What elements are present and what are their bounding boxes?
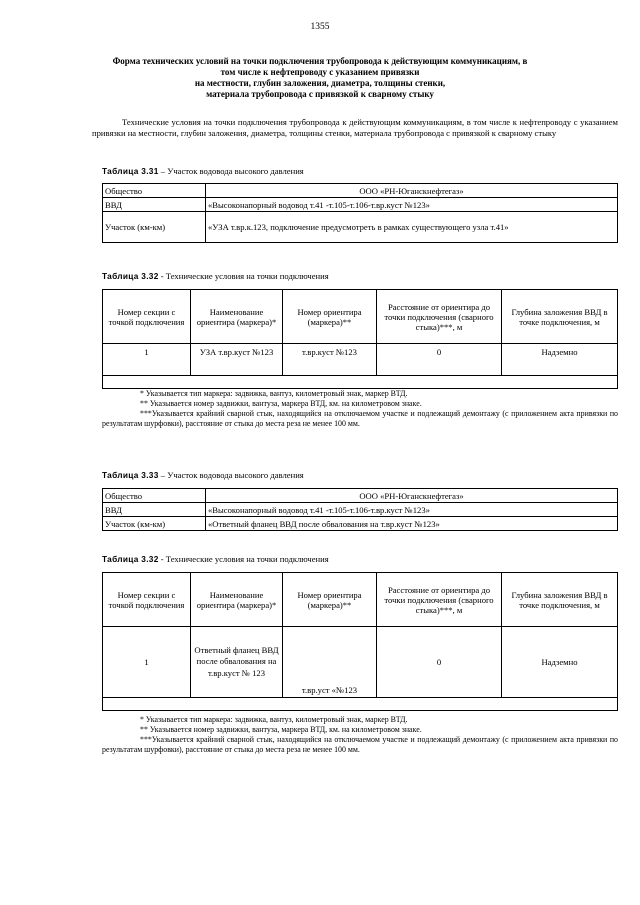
row-label: Участок (км-км) (103, 517, 206, 531)
column-header: Номер секции с точкой подключения (103, 573, 191, 627)
column-header: Наименование ориентира (маркера)* (191, 573, 283, 627)
intro-paragraph: Технические условия на точки подключения трубопровода к действующим коммуникациям, в том числе к нефтепроводу с указанием привязки на местности, глубин заложения, диаметра, толщины стенки, материала трубопровода с привязкой к сварному стыку (92, 117, 618, 138)
table-connection-points (102, 289, 618, 389)
heading-line: на местности, глубин заложения, диаметра, толщины стенки, (194, 78, 446, 88)
note-line: ** Указывается номер задвижки, вантуза, маркера ВТД, км. на километровом знаке. (140, 725, 422, 734)
table-cell: Ответный фланец ВВД после обвалования на т.вр.куст № 123 (191, 627, 283, 698)
row-value: ООО «РН-Юганскнефтегаз» (206, 184, 618, 198)
column-header: Номер ориентира (маркера)** (283, 573, 377, 627)
table-connection-points (102, 572, 618, 711)
column-header: Номер секции с точкой подключения (103, 290, 191, 344)
table-cell: 1 (103, 627, 191, 698)
table-caption (102, 271, 329, 281)
heading-line: материала трубопровода с привязкой к сварному стыку (206, 89, 434, 99)
table-cell: Надземно (502, 627, 618, 698)
heading-line: Форма технических условий на точки подключения трубопровода к действующим коммуникациям, в (112, 56, 528, 66)
table-caption-text: – Участок водовода высокого давления (158, 470, 304, 480)
table-caption-label: Таблица 3.32 (102, 271, 159, 281)
document-heading (90, 56, 550, 100)
table-cell: 1 (103, 344, 191, 376)
table-row (103, 627, 618, 698)
row-label: ВВД (103, 198, 206, 212)
row-value: «Высоконапорный водовод т.41 -т.105-т.106-т.вр.куст №123» (206, 198, 618, 212)
table-section-info (102, 488, 618, 531)
table-cell: УЗА т.вр.куст №123 (191, 344, 283, 376)
table-row (103, 517, 618, 531)
table-row-empty (103, 376, 618, 389)
column-header: Номер ориентира (маркера)** (283, 290, 377, 344)
note-line: ***Указывается крайний сварной стык, находящийся на отключаемом участке и подлежащий демонтажу (с приложением акта привязки по результатам шурфовки), расстояние от стыка до места реза не менее 100 мм. (102, 409, 618, 428)
table-row (103, 184, 618, 198)
table-section-info (102, 183, 618, 243)
note-line: * Указывается тип маркера: задвижка, вантуз, километровый знак, маркер ВТД. (140, 389, 408, 398)
row-label: Общество (103, 489, 206, 503)
column-header: Расстояние от ориентира до точки подключения (сварного стыка)***, м (377, 573, 502, 627)
column-header: Глубина заложения ВВД в точке подключения, м (502, 290, 618, 344)
table-caption (102, 470, 304, 480)
table-caption (102, 554, 329, 564)
heading-line: том числе к нефтепроводу с указанием привязки (220, 67, 420, 77)
table-row-empty (103, 698, 618, 711)
row-label: ВВД (103, 503, 206, 517)
page-number: 1355 (310, 22, 330, 32)
table-caption-label: Таблица 3.31 (102, 166, 159, 176)
table-caption-text: - Технические условия на точки подключения (158, 554, 329, 564)
table-caption (102, 166, 304, 176)
table-header-row (103, 573, 618, 627)
note-line: * Указывается тип маркера: задвижка, вантуз, километровый знак, маркер ВТД. (140, 715, 408, 724)
table-row (103, 489, 618, 503)
row-value: «Высоконапорный водовод т.41 -т.105-т.106-т.вр.куст №123» (206, 503, 618, 517)
column-header: Расстояние от ориентира до точки подключения (сварного стыка)***, м (377, 290, 502, 344)
note-line: ** Указывается номер задвижки, вантуза, маркера ВТД, км. на километровом знаке. (140, 399, 422, 408)
table-caption-label: Таблица 3.32 (102, 554, 159, 564)
table-row (103, 212, 618, 243)
column-header: Глубина заложения ВВД в точке подключения, м (502, 573, 618, 627)
table-cell: т.вр.уст «№123 (283, 627, 377, 698)
row-value: ООО «РН-Юганскнефтегаз» (206, 489, 618, 503)
table-cell: Надземно (502, 344, 618, 376)
row-label: Общество (103, 184, 206, 198)
note-line: ***Указывается крайний сварной стык, находящийся на отключаемом участке и подлежащий демонтажу (с приложением акта привязки по результатам шурфовки), расстояние от стыка до места реза не менее 100 мм. (102, 735, 618, 754)
table-cell: т.вр.куст №123 (283, 344, 377, 376)
table-caption-text: – Участок водовода высокого давления (158, 166, 304, 176)
row-label: Участок (км-км) (103, 212, 206, 243)
column-header: Наименование ориентира (маркера)* (191, 290, 283, 344)
table-cell: 0 (377, 344, 502, 376)
table-cell: 0 (377, 627, 502, 698)
table-notes (102, 715, 618, 755)
table-caption-text: - Технические условия на точки подключения (158, 271, 329, 281)
table-row (103, 198, 618, 212)
row-value: «Ответный фланец ВВД после обвалования на т.вр.куст №123» (206, 517, 618, 531)
table-caption-label: Таблица 3.33 (102, 470, 159, 480)
table-row (103, 344, 618, 376)
table-row (103, 503, 618, 517)
table-notes (102, 389, 618, 429)
table-header-row (103, 290, 618, 344)
row-value: «УЗА т.вр.к.123, подключение предусмотреть в рамках существующего узла т.41» (206, 212, 618, 243)
